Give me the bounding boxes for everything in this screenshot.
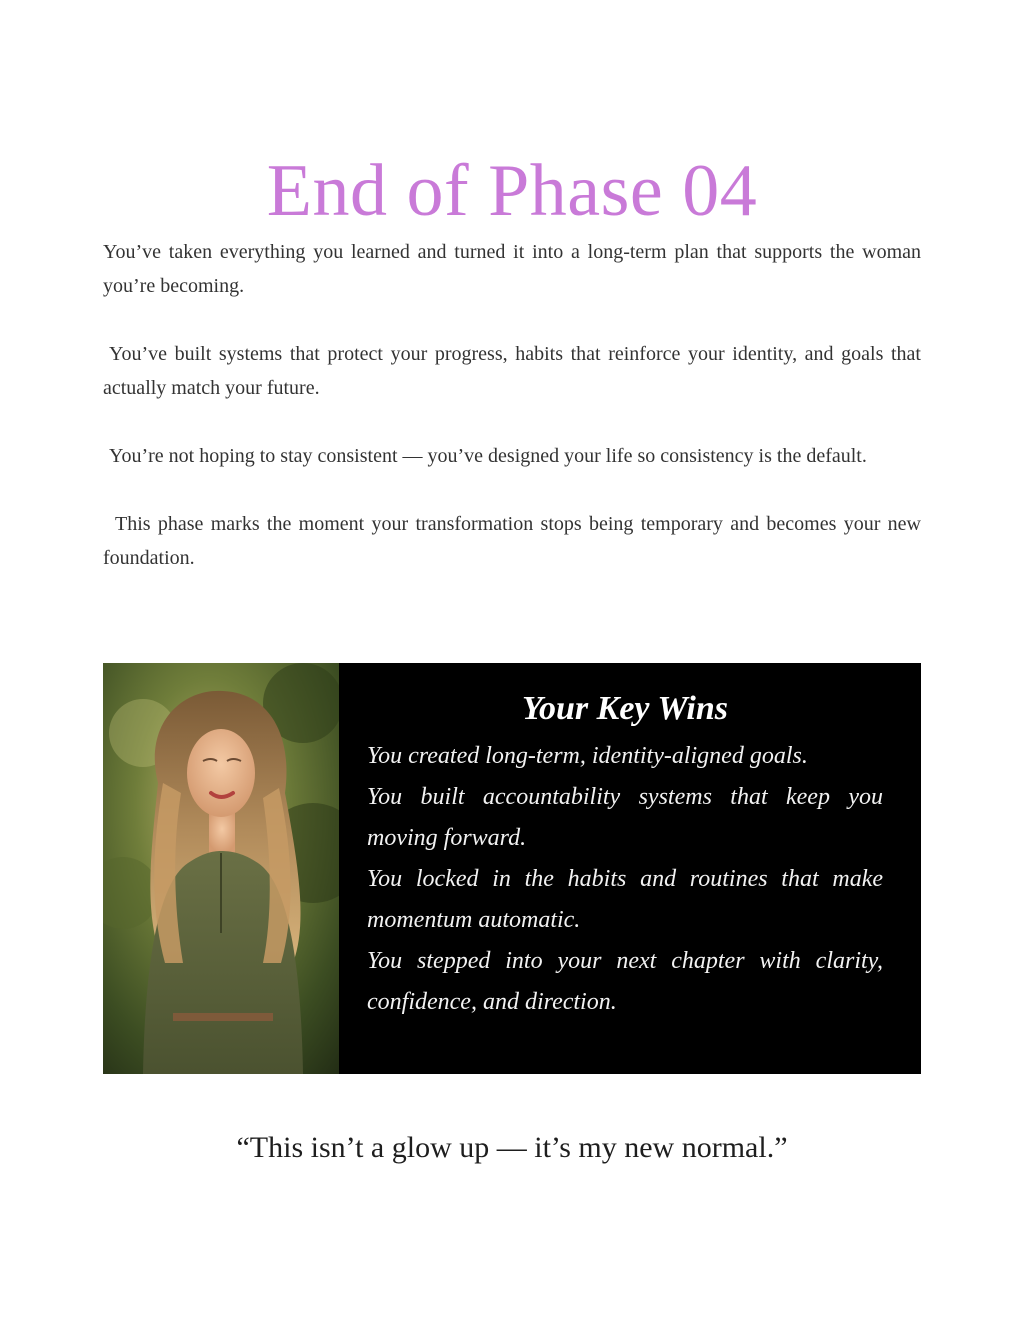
- list-item: You built accountability systems that keep you moving forward.: [367, 783, 883, 851]
- list-item: You stepped into your next chapter with clarity, confidence, and direction.: [367, 947, 883, 1015]
- list-item: You locked in the habits and routines that make momentum automatic.: [367, 865, 883, 933]
- key-wins-panel: [339, 663, 921, 1074]
- key-wins-list: [367, 736, 883, 1023]
- intro-paragraph: You’ve taken everything you learned and turned it into a long-term plan that supports the woman you’re becoming.: [103, 241, 921, 297]
- key-wins-section: [103, 663, 921, 1074]
- intro-text: [103, 235, 921, 609]
- intro-paragraph: You’re not hoping to stay consistent — you’ve designed your life so consistency is the default.: [109, 445, 867, 467]
- woman-meditating-photo: [103, 663, 339, 1074]
- closing-quote: “This isn’t a glow up — it’s my new normal.”: [236, 1131, 788, 1164]
- intro-paragraph: You’ve built systems that protect your progress, habits that reinforce your identity, and goals that actually match your future.: [103, 343, 921, 399]
- page-title: End of Phase 04: [266, 149, 758, 232]
- list-item: You created long-term, identity-aligned goals.: [367, 742, 808, 769]
- key-wins-title: Your Key Wins: [522, 690, 728, 727]
- intro-paragraph: This phase marks the moment your transformation stops being temporary and becomes your new foundation.: [103, 513, 921, 569]
